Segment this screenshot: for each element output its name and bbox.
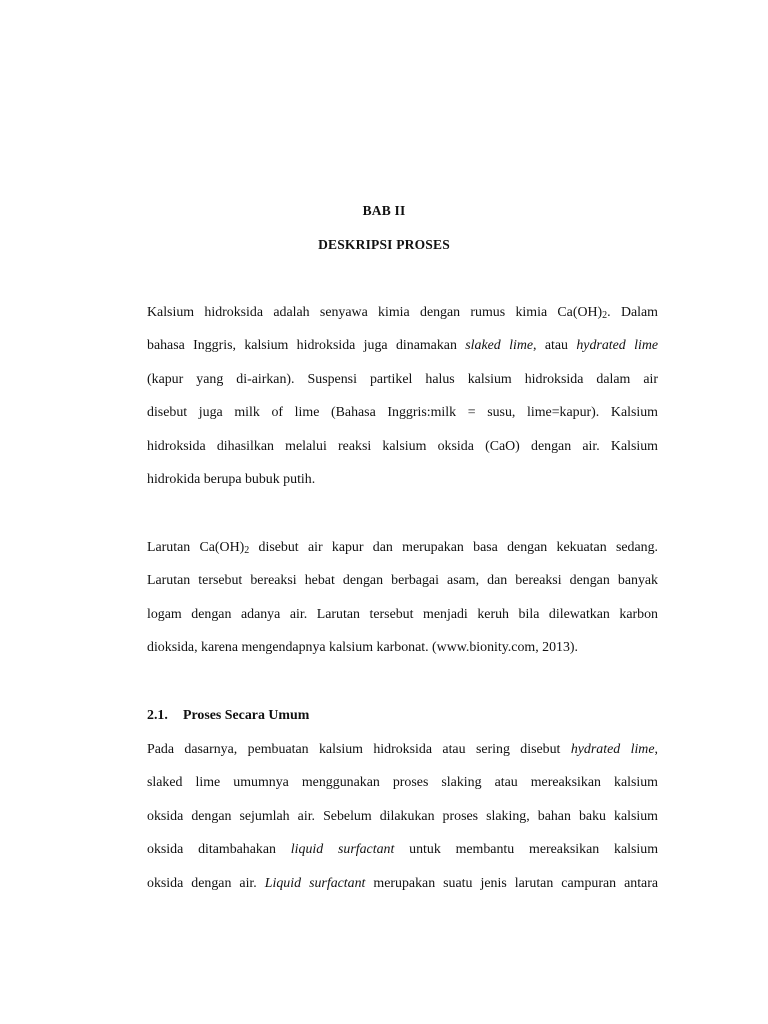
text-line: dioksida, karena mengendapnya kalsium karbonat. (www.bionity.com, 2013). — [147, 640, 579, 656]
section-number: 2.1. — [147, 708, 168, 723]
text-line: Larutan tersebut bereaksi hebat dengan berbagai asam, dan bereaksi dengan banyak — [147, 573, 658, 589]
text-line: (kapur yang di-airkan). Suspensi partikel halus kalsium hidroksida dalam air — [147, 371, 658, 387]
text-line: Kalsium hidroksida adalah senyawa kimia dengan rumus kimia $Ca(OH)_2$. Dalam — [147, 305, 658, 321]
section-heading — [147, 708, 309, 724]
paragraph-larutan — [147, 531, 658, 665]
section-title: Proses Secara Umum — [183, 708, 310, 723]
text-line: Larutan $Ca(OH)_2$ disebut air kapur dan merupakan basa dengan kekuatan sedang. — [147, 540, 658, 556]
text-line: logam dengan adanya air. Larutan tersebut menjadi keruh bila dilewatkan karbon — [147, 606, 658, 622]
text-line: hidroksida dihasilkan melalui reaksi kalsium oksida (CaO) dengan air. Kalsium — [147, 438, 658, 454]
text-line: bahasa Inggris, kalsium hidroksida juga dinamakan slaked lime, atau hydrated lime — [147, 338, 659, 354]
text-line: slaked lime umumnya menggunakan proses slaking atau mereaksikan kalsium — [147, 775, 658, 791]
text-line: disebut juga milk of lime (Bahasa Inggris:milk = susu, lime=kapur). Kalsium — [147, 405, 658, 421]
text-line: Pada dasarnya, pembuatan kalsium hidroksida atau sering disebut hydrated lime, — [147, 742, 658, 757]
paragraph-proses — [147, 733, 658, 900]
text-line: oksida dengan sejumlah air. Sebelum dilakukan proses slaking, bahan baku kalsium — [147, 808, 658, 824]
text-line: hidrokida berupa bubuk putih. — [147, 471, 316, 487]
paragraph-intro — [147, 296, 658, 496]
text-line: oksida dengan air. Liquid surfactant merupakan suatu jenis larutan campuran antara — [147, 875, 659, 891]
chapter-title: DESKRIPSI PROSES — [318, 237, 450, 252]
text-line: oksida ditambahakan liquid surfactant untuk membantu mereaksikan kalsium — [147, 842, 658, 858]
chapter-heading: BAB II — [362, 203, 406, 218]
